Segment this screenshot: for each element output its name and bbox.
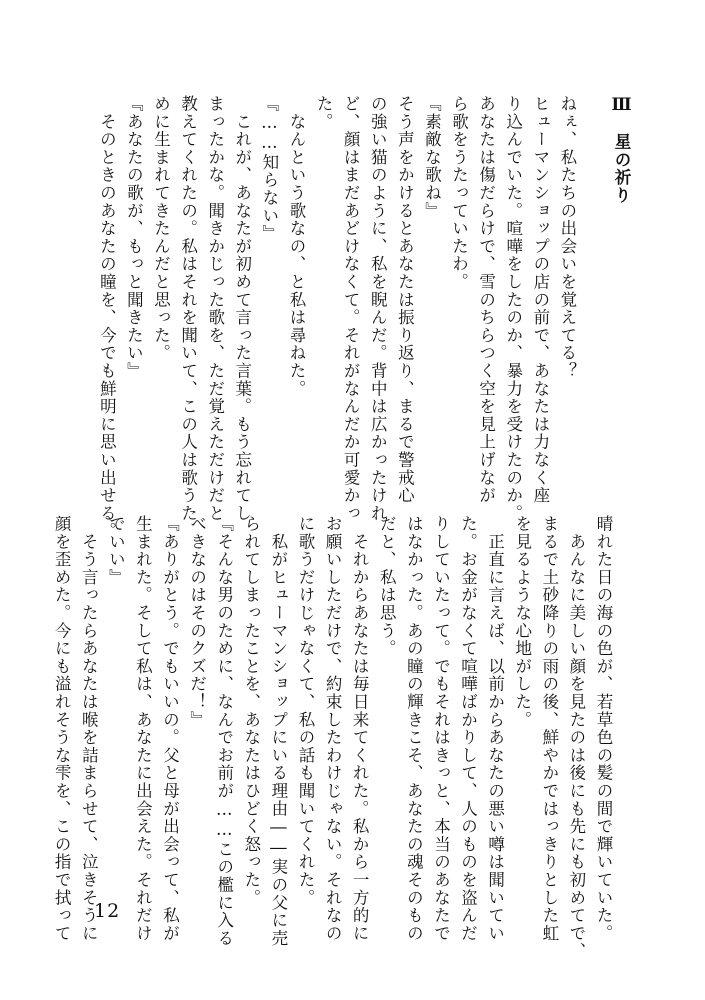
text-line: の強い猫のように、私を睨んだ。背中は広かったけれ	[368, 95, 388, 523]
page-number: 12	[94, 900, 121, 922]
text-line: 『……知らない』	[259, 95, 279, 243]
text-line: られてしまったことを、あなたはひどく怒った。	[241, 515, 261, 907]
text-line: お願いしただけで、約束したわけじゃない。それなの	[323, 515, 343, 943]
text-line: そう言ったらあなたは喉を詰まらせて、泣きそうに	[79, 515, 99, 943]
text-line: そう声をかけるとあなたは振り返り、まるで警戒心	[395, 95, 415, 505]
text-line: 教えてくれたの。私はそれを聞いて、この人は歌うた	[178, 95, 198, 523]
text-line: り込んでいた。喧嘩をしたのか、暴力を受けたのか。	[503, 95, 523, 523]
text-line: 『ありがとう。でもいいの。父と母が出会って、私が	[160, 515, 180, 943]
text-line: だと、私は思う。	[377, 515, 397, 658]
text-line: それからあなたは毎日来てくれた。私から一方的に	[350, 515, 370, 943]
text-line: ヒューマンショップの店の前で、あなたは力なく座	[530, 95, 550, 505]
text-line: べきなのはそのクズだ！』	[187, 515, 207, 729]
text-line: に歌うだけじゃなくて、私の話も聞いてくれた。	[295, 515, 315, 907]
text-line: ら歌をうたっていたわ。	[449, 95, 469, 291]
text-line: 『そんな男のために、なんでお前が……この檻に入る	[214, 515, 234, 948]
text-line: 生まれた。そして私は、あなたに出会えた。それだけ	[133, 515, 153, 943]
text-line: まるで土砂降りの雨の後、鮮やかではっきりとした虹	[539, 515, 559, 943]
text-line: ねぇ、私たちの出会いを覚えてる？	[557, 95, 577, 380]
text-line: あなたは傷だらけで、雪のちらつく空を見上げなが	[476, 95, 496, 505]
text-line: めに生まれてきたんだと思った。	[151, 95, 171, 362]
text-line: まったかな。聞きかじった歌を、ただ覚えただけだと	[205, 95, 225, 523]
text-line: 『あなたの歌が、もっと聞きたい』	[124, 95, 144, 380]
text-line: そのときのあなたの瞳を、今でも鮮明に思い出せる。	[97, 95, 117, 540]
text-line: ど、顔はまだあどけなくて。それがなんだか可愛かっ	[341, 95, 361, 523]
text-line: なんという歌なの、と私は尋ねた。	[286, 95, 306, 398]
text-line: これが、あなたが初めて言った言葉。もう忘れてし	[232, 95, 252, 523]
text-line: はなかった。あの瞳の輝きこそ、あなたの魂そのもの	[404, 515, 424, 943]
text-line: 私がヒューマンショップにいる理由――実の父に売	[268, 515, 288, 948]
text-line: あんなに美しい顔を見たのは後にも先にも初めてで、	[566, 515, 586, 960]
text-line: りしていたって。でもそれはきっと、本当のあなたで	[431, 515, 451, 943]
text-line: を見るような心地がした。	[512, 515, 532, 729]
chapter-heading: Ⅲ 星の祈り	[612, 95, 631, 205]
text-line: た。	[314, 95, 334, 131]
text-line: 顔を歪めた。今にも溢れそうな雫を、この指で拭って	[52, 515, 72, 943]
text-line: 正直に言えば、以前からあなたの悪い噂は聞いてい	[485, 515, 505, 943]
text-line: でいい』	[106, 515, 126, 587]
text-line: た。お金がなくて喧嘩ばかりして、人のものを盗んだ	[458, 515, 478, 943]
upper-text-block	[75, 95, 635, 540]
text-line: 『素敵な歌ね』	[422, 95, 442, 220]
text-line: 晴れた日の海の色が、若草色の髪の間で輝いていた。	[594, 515, 613, 943]
